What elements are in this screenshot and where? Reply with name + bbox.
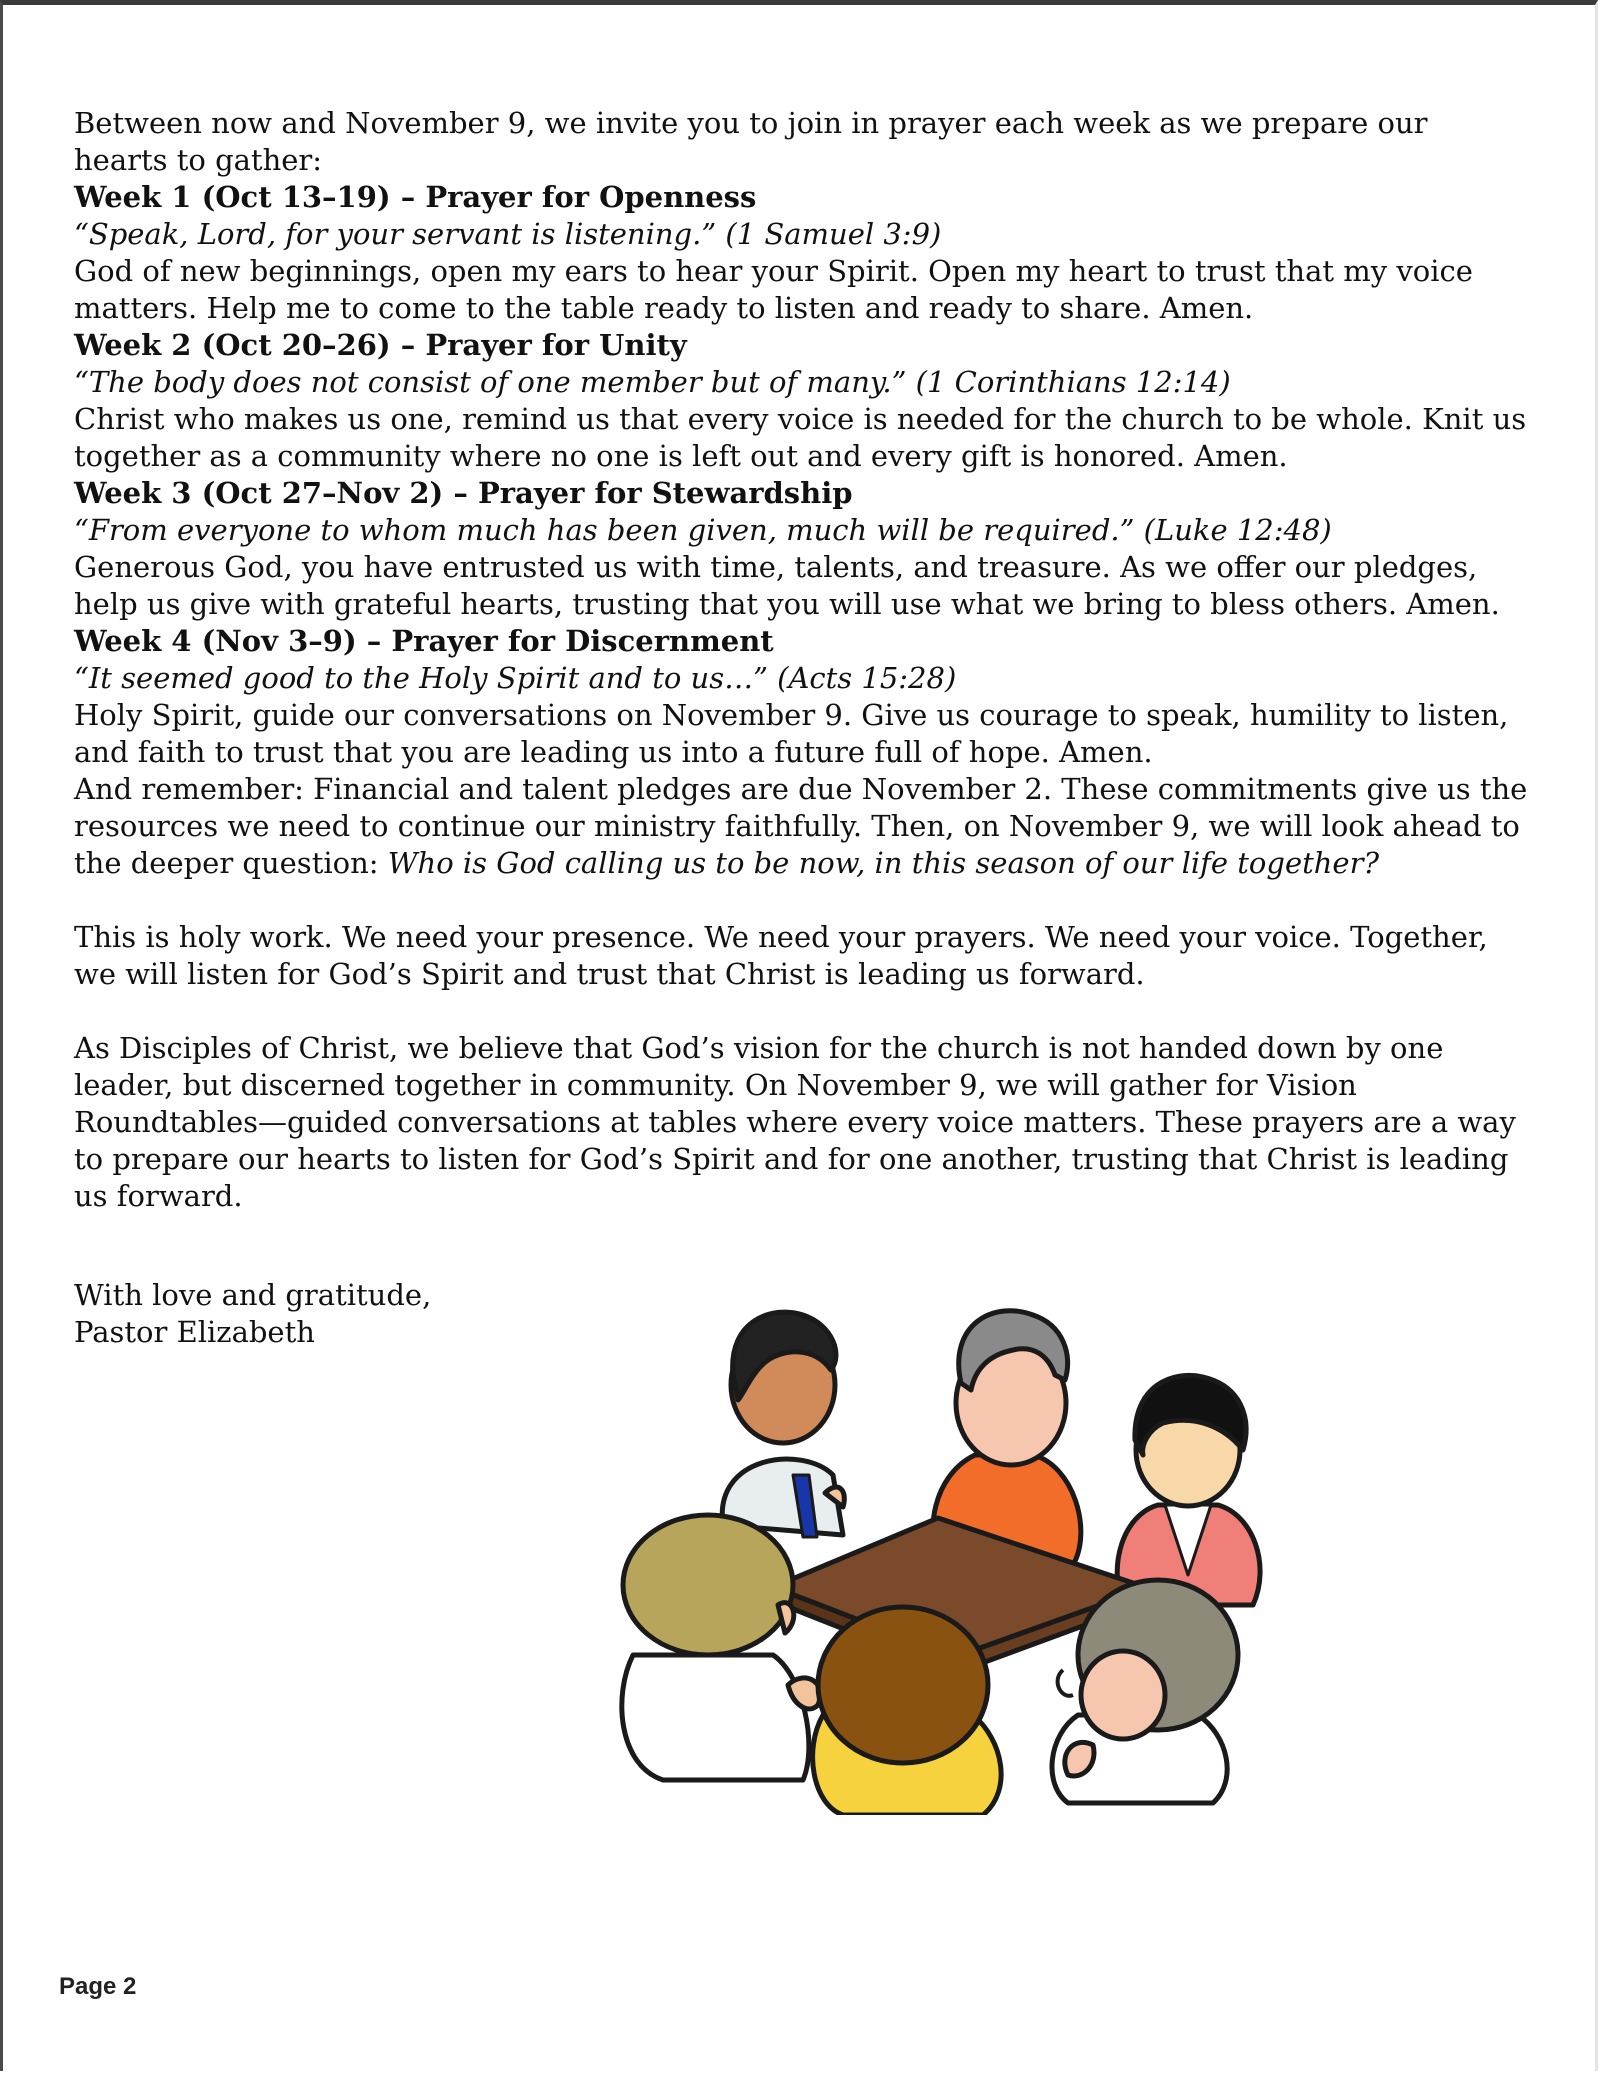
reminder-paragraph xyxy=(74,771,1529,882)
people-around-table-illustration xyxy=(603,1275,1303,1815)
signature: Pastor Elizabeth xyxy=(74,1315,315,1349)
scripture-verse: “Speak, Lord, for your servant is listening.” (1 Samuel 3:9) xyxy=(74,217,942,251)
scripture-verse: “From everyone to whom much has been given, much will be required.” (Luke 12:48) xyxy=(74,513,1332,547)
week-heading: Week 4 (Nov 3–9) – Prayer for Discernment xyxy=(74,624,774,658)
holy-work-paragraph: This is holy work. We need your presence. We need your prayers. We need your voice. Together, we will listen for God’s Spirit and trust that Christ is leading us forward. xyxy=(74,920,1488,991)
letter-body xyxy=(74,105,1529,1351)
scripture-verse: “The body does not consist of one member but of many.” (1 Corinthians 12:14) xyxy=(74,365,1231,399)
week-heading: Week 2 (Oct 20–26) – Prayer for Unity xyxy=(74,328,687,362)
week-2-section xyxy=(74,327,1529,475)
week-heading: Week 3 (Oct 27–Nov 2) – Prayer for Stewardship xyxy=(74,476,853,510)
page-number: Page 2 xyxy=(59,1973,137,2000)
intro-paragraph: Between now and November 9, we invite you to join in prayer each week as we prepare our hearts to gather: xyxy=(74,106,1428,177)
prayer-text: Holy Spirit, guide our conversations on November 9. Give us courage to speak, humility to listen, and faith to trust that you are leading us into a future full of hope. Amen. xyxy=(74,698,1509,769)
prayer-text: God of new beginnings, open my ears to hear your Spirit. Open my heart to trust that my voice matters. Help me to come to the table ready to listen and ready to share. Amen. xyxy=(74,254,1473,325)
week-1-section xyxy=(74,179,1529,327)
prayer-text: Christ who makes us one, remind us that every voice is needed for the church to be whole. Knit us together as a community where no one is left out and every gift is honored. Amen. xyxy=(74,402,1527,473)
vision-question: Who is God calling us to be now, in this season of our life together? xyxy=(387,846,1380,880)
scripture-verse: “It seemed good to the Holy Spirit and to us…” (Acts 15:28) xyxy=(74,661,957,695)
week-3-section xyxy=(74,475,1529,623)
prayer-text: Generous God, you have entrusted us with time, talents, and treasure. As we offer our pledges, help us give with grateful hearts, trusting that you will use what we bring to bless others. Amen. xyxy=(74,550,1500,621)
reminder-text: And remember: Financial and talent pledges are due November 2. These commitments give us the resources we need to continue our ministry faithfully. Then, on November 9, we will look ahead to the deeper question: xyxy=(74,772,1528,880)
week-heading: Week 1 (Oct 13–19) – Prayer for Openness xyxy=(74,180,757,214)
week-4-section xyxy=(74,623,1529,771)
disciples-paragraph: As Disciples of Christ, we believe that God’s vision for the church is not handed down by one leader, but discerned together in community. On November 9, we will gather for Vision Roundtables—guided conversations at tables where every voice matters. These prayers are a way to prepare our hearts to listen for God’s Spirit and for one another, trusting that Christ is leading us forward. xyxy=(74,1031,1516,1213)
closing-line: With love and gratitude, xyxy=(74,1278,432,1312)
